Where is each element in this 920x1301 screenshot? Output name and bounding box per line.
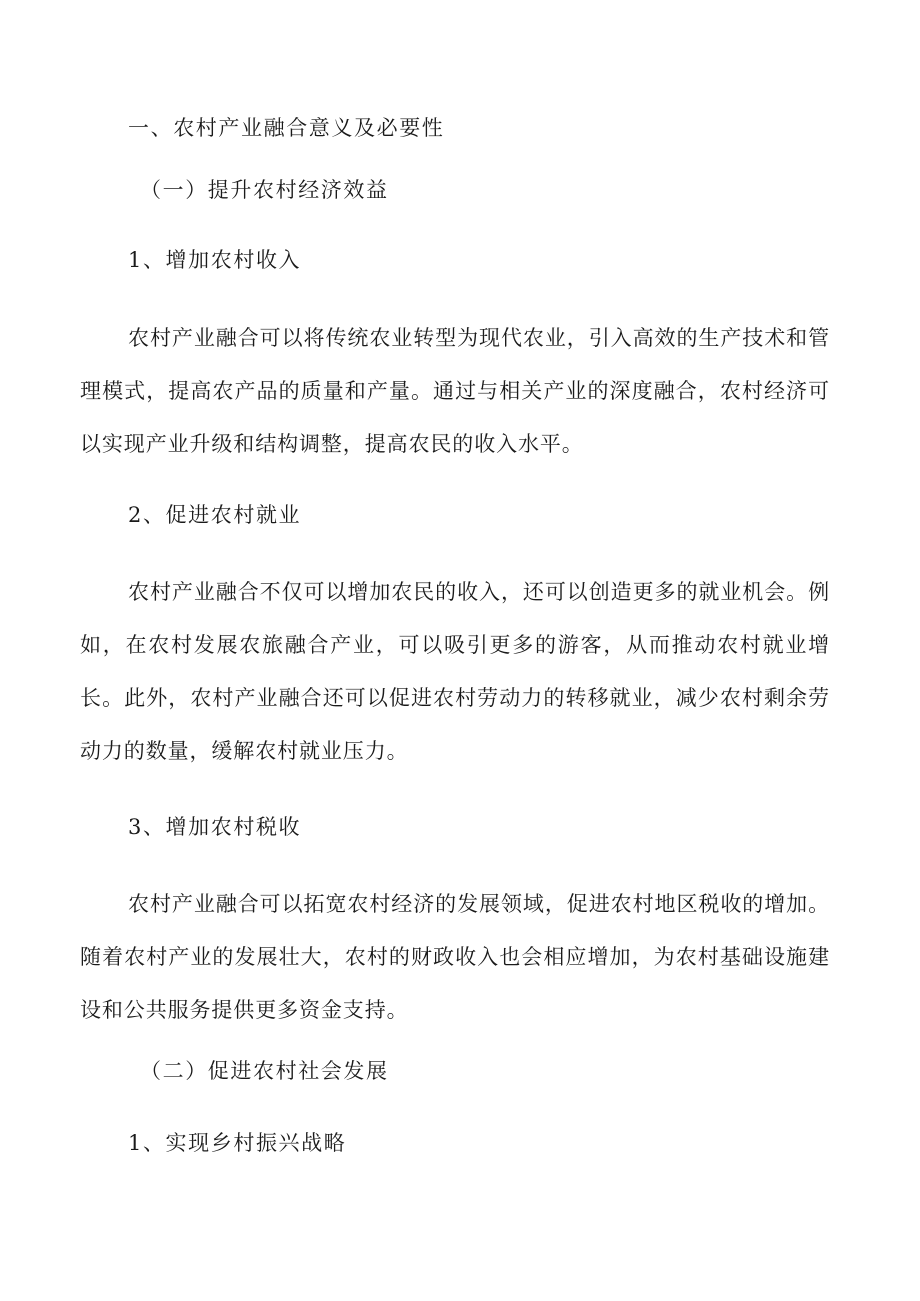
body-paragraph: 农村产业融合可以拓宽农村经济的发展领域，促进农村地区税收的增加。随着农村产业的发展壮大，农村的财政收入也会相应增加，为农村基础设施建设和公共服务提供更多资金支持。 [80, 892, 830, 1022]
item-heading: 2、促进农村就业 [128, 503, 302, 527]
section-heading: 一、农村产业融合意义及必要性 [128, 116, 445, 140]
body-paragraph: 农村产业融合可以将传统农业转型为现代农业，引入高效的生产技术和管理模式，提高农产品的质量和产量。通过与相关产业的深度融合，农村经济可以实现产业升级和结构调整，提高农民的收入水平。 [80, 326, 830, 456]
body-paragraph: 农村产业融合不仅可以增加农民的收入，还可以创造更多的就业机会。例如，在农村发展农旅融合产业，可以吸引更多的游客，从而推动农村就业增长。此外，农村产业融合还可以促进农村劳动力的转移就业，减少农村剩余劳动力的数量，缓解农村就业压力。 [80, 580, 830, 763]
item-heading: 1、实现乡村振兴战略 [128, 1131, 347, 1155]
subsection-heading: （一）提升农村经济效益 [140, 178, 389, 202]
item-heading: 1、增加农村收入 [128, 248, 302, 272]
item-heading: 3、增加农村税收 [128, 815, 302, 839]
subsection-heading: （二）促进农村社会发展 [140, 1059, 389, 1083]
